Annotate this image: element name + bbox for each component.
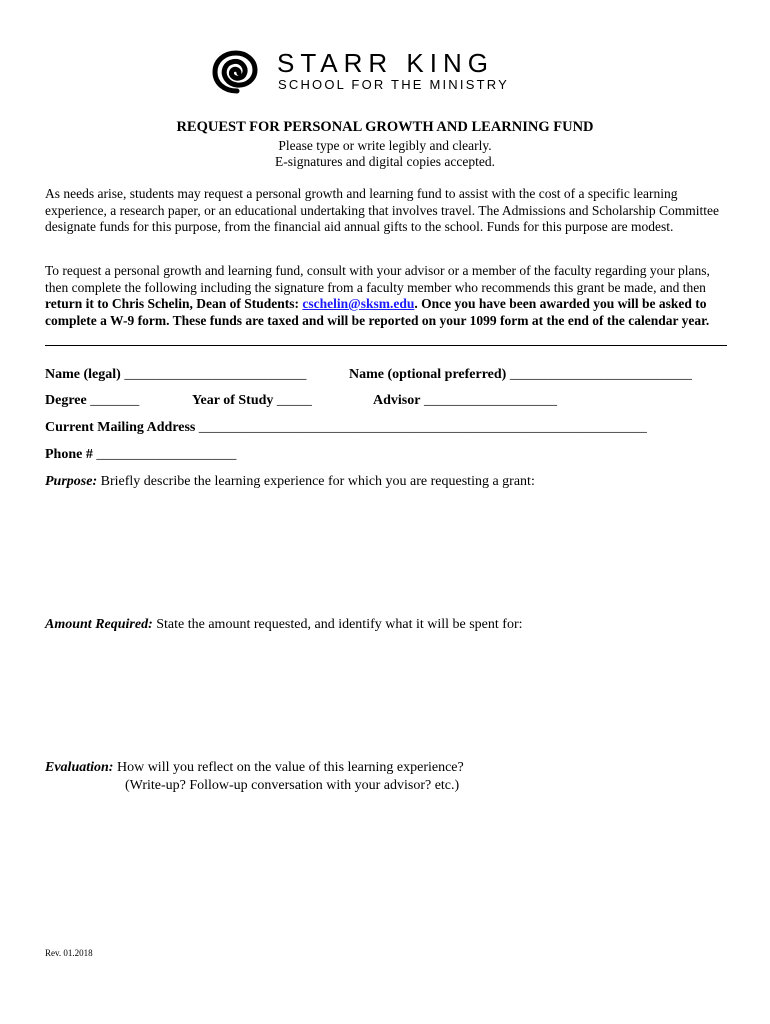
name-legal-label: Name (legal) xyxy=(45,367,121,382)
evaluation-prompt: How will you reflect on the value of this learning experience? xyxy=(113,760,464,775)
phone-label: Phone # xyxy=(45,447,93,462)
evaluation-section[interactable] xyxy=(45,759,464,777)
amount-section[interactable] xyxy=(45,616,523,634)
evaluation-label: Evaluation: xyxy=(45,760,114,775)
name-preferred-field[interactable] xyxy=(349,366,692,384)
advisor-blank[interactable]: ___________________ xyxy=(420,393,557,408)
degree-blank[interactable]: _______ xyxy=(86,393,140,408)
amount-label: Amount Required: xyxy=(45,617,153,632)
instruction-line-1: Please type or write legibly and clearly. xyxy=(278,138,492,153)
purpose-label: Purpose: xyxy=(45,474,98,489)
logo-subtitle: SCHOOL FOR THE MINISTRY xyxy=(278,77,509,92)
degree-field[interactable] xyxy=(45,392,139,410)
revision-note: Rev. 01.2018 xyxy=(45,948,93,958)
return-instruction: return it to Chris Schelin, Dean of Students: xyxy=(45,296,303,311)
instruction-line-2: E-signatures and digital copies accepted. xyxy=(274,154,496,169)
name-preferred-label: Name (optional preferred) xyxy=(349,367,507,382)
amount-prompt: State the amount requested, and identify what it will be spent for: xyxy=(152,617,523,632)
year-of-study-field[interactable] xyxy=(192,392,312,410)
mailing-address-blank[interactable]: ________________________________________________________________ xyxy=(195,420,647,435)
dean-email-link[interactable]: cschelin@sksm.edu xyxy=(302,296,415,311)
logo-title: STARR KING xyxy=(277,48,494,78)
name-preferred-blank[interactable]: __________________________ xyxy=(506,367,692,382)
purpose-prompt: Briefly describe the learning experience for which you are requesting a grant: xyxy=(97,474,535,489)
phone-field[interactable] xyxy=(45,446,236,464)
instructions-paragraph xyxy=(45,263,730,329)
instructions-text: To request a personal growth and learning fund, consult with your advisor or a member of the faculty regarding your plans, then complete the following including the signature from a faculty member who recommends this grant be made, and then xyxy=(45,263,710,295)
school-logo xyxy=(209,47,569,99)
intro-paragraph: As needs arise, students may request a personal growth and learning fund to assist with the cost of a specific learning experience, a research paper, or an educational undertaking that involves travel. The Admissions and Scholarship Committee designate funds for this purpose, from the financial aid annual gifts to the school. Funds for this purpose are modest. xyxy=(45,186,719,234)
form-title: REQUEST FOR PERSONAL GROWTH AND LEARNING FUND xyxy=(176,119,594,135)
advisor-label: Advisor xyxy=(373,393,421,408)
name-legal-blank[interactable]: __________________________ xyxy=(120,367,307,382)
year-of-study-label: Year of Study xyxy=(192,393,274,408)
tax-notice: . Once you have been awarded you will be asked to complete a W-9 form. These funds are taxed and will be reported on your 1099 form at the end of the calendar year. xyxy=(45,296,710,328)
mailing-address-field[interactable] xyxy=(45,419,647,437)
degree-label: Degree xyxy=(45,393,87,408)
name-legal-field[interactable] xyxy=(45,366,306,384)
evaluation-subprompt: (Write-up? Follow-up conversation with your advisor? etc.) xyxy=(125,778,460,793)
advisor-field[interactable] xyxy=(373,392,557,410)
mailing-address-label: Current Mailing Address xyxy=(45,420,196,435)
phone-blank[interactable]: ____________________ xyxy=(92,447,237,462)
section-divider xyxy=(45,345,727,346)
spiral-logo-icon xyxy=(209,47,265,97)
purpose-section[interactable] xyxy=(45,473,535,491)
year-of-study-blank[interactable]: _____ xyxy=(273,393,312,408)
